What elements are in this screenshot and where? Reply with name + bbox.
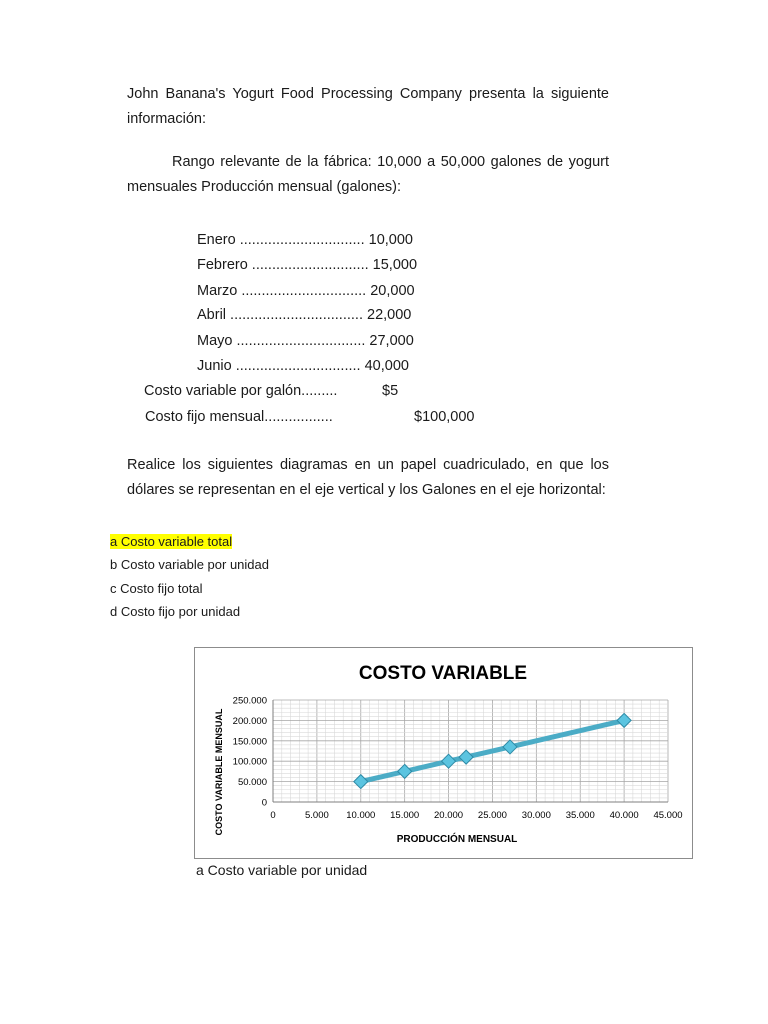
- y-tick-label: 100.000: [232, 756, 267, 768]
- x-tick-label: 25.000: [477, 810, 507, 821]
- month-marzo: Marzo ............................... 20,000: [197, 283, 415, 299]
- caption: a Costo variable por unidad: [196, 862, 368, 878]
- data-point-marker: [617, 713, 631, 727]
- x-tick-label: 35.000: [565, 810, 595, 821]
- month-junio: Junio ............................... 40,000: [197, 358, 409, 374]
- chart-grid: [273, 700, 668, 802]
- month-mayo: Mayo ................................ 27,000: [197, 333, 414, 349]
- cost-chart: [194, 647, 693, 859]
- intro-paragraph: John Banana's Yogurt Food Processing Company presenta la siguiente información:: [127, 86, 609, 127]
- data-point-marker: [442, 754, 456, 768]
- data-point-marker: [459, 750, 473, 764]
- x-tick-label: 30.000: [521, 810, 551, 821]
- y-tick-label: 150.000: [232, 736, 267, 748]
- fixed-cost-value: $100,000: [414, 409, 475, 425]
- y-tick-label: 200.000: [232, 715, 267, 727]
- variable-cost-value: $5: [382, 383, 399, 399]
- x-tick-label: 10.000: [346, 810, 376, 821]
- month-enero: Enero ............................... 10,000: [197, 232, 413, 248]
- x-tick-label: 40.000: [609, 810, 639, 821]
- x-tick-label: 20.000: [434, 810, 464, 821]
- item-c: c Costo fijo total: [110, 581, 203, 596]
- month-febrero: Febrero ............................. 15,000: [197, 257, 418, 273]
- y-tick-label: 250.000: [232, 695, 267, 707]
- y-tick-label: 50.000: [237, 777, 267, 789]
- item-a: a Costo variable total: [110, 534, 233, 549]
- range-paragraph: Rango relevante de la fábrica: 10,000 a 50,000 galones de yogurt mensuales Producción mensual (galones):: [127, 154, 609, 195]
- item-d: d Costo fijo por unidad: [110, 604, 241, 619]
- data-point-marker: [354, 775, 368, 789]
- y-axis-label: COSTO VARIABLE MENSUAL: [214, 708, 224, 836]
- x-tick-label: 15.000: [390, 810, 420, 821]
- x-axis-label: PRODUCCIÓN MENSUAL: [396, 834, 518, 845]
- month-abril: Abril ................................. 22,000: [197, 307, 412, 323]
- chart-axes: [273, 700, 668, 802]
- chart-svg: [195, 648, 692, 858]
- variable-cost-label: Costo variable por galón.........: [144, 383, 338, 399]
- x-tick-label: 45.000: [653, 810, 683, 821]
- item-b: b Costo variable por unidad: [110, 557, 269, 572]
- data-point-marker: [398, 764, 412, 778]
- fixed-cost-label: Costo fijo mensual.................: [145, 409, 333, 425]
- x-tick-label: 0: [270, 810, 276, 821]
- instructions-paragraph: Realice los siguientes diagramas en un papel cuadriculado, en que los dólares se representan en el eje vertical y los Galones en el eje horizontal:: [127, 457, 609, 498]
- x-tick-label: 5.000: [304, 810, 329, 821]
- y-tick-label: 0: [261, 797, 267, 809]
- chart-title: COSTO VARIABLE: [358, 663, 528, 684]
- data-point-marker: [503, 740, 517, 754]
